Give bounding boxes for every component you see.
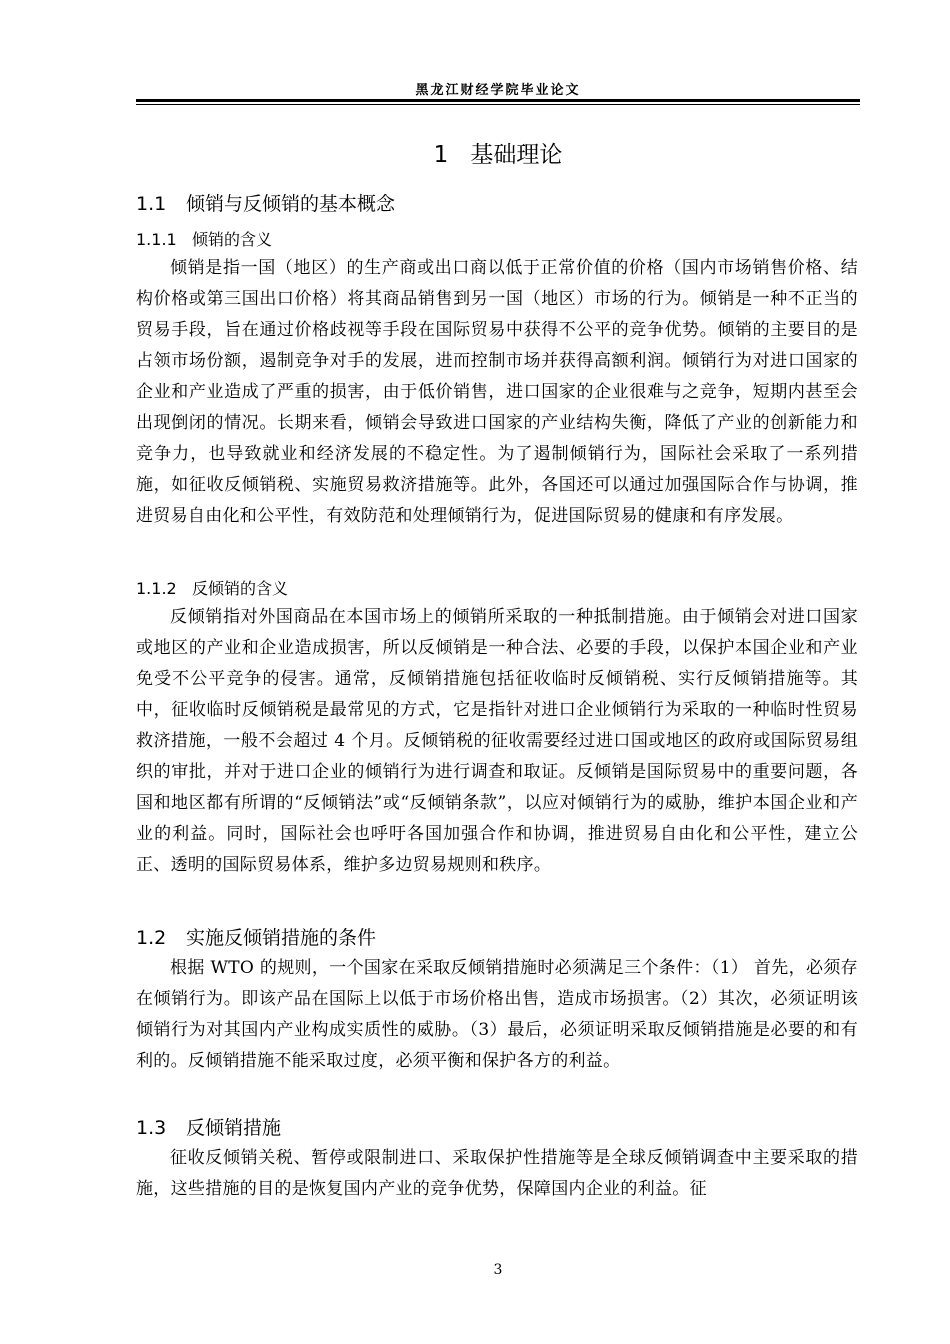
header-rule-thin bbox=[136, 104, 860, 105]
section-number: 1.3 bbox=[136, 1117, 167, 1139]
section-title: 反倾销措施 bbox=[186, 1117, 282, 1139]
section-title: 倾销与反倾销的基本概念 bbox=[186, 193, 396, 215]
paragraph-conditions: 根据 WTO 的规则，一个国家在采取反倾销措施时必须满足三个条件：（1） 首先，必须存在倾销行为。即该产品在国际上以低于市场价格出售，造成市场损害。（2）其次，必须证明该倾销行为对其国内产业构成实质性的威胁。（3）最后，必须证明采取反倾销措施是必要的和有利的。反倾销措施不能采取过度，必须平衡和保护各方的利益。 bbox=[136, 958, 858, 1071]
page-number: 3 bbox=[493, 1262, 503, 1278]
section-number: 1.2 bbox=[136, 927, 167, 949]
header-rule bbox=[136, 99, 860, 102]
section-heading-1-1 bbox=[136, 189, 860, 216]
subsection-heading-1-1-2 bbox=[136, 576, 860, 599]
chapter-title-text: 基础理论 bbox=[470, 142, 563, 168]
running-header: 黑龙江财经学院毕业论文 bbox=[415, 83, 581, 98]
chapter-number: 1 bbox=[433, 142, 449, 168]
paragraph-antidumping-definition: 反倾销指对外国商品在本国市场上的倾销所采取的一种抵制措施。由于倾销会对进口国家或地区的产业和企业造成损害，所以反倾销是一种合法、必要的手段，以保护本国企业和产业免受不公平竞争的侵害。通常，反倾销措施包括征收临时反倾销税、实行反倾销措施等。其中，征收临时反倾销税是最常见的方式，它是指针对进口企业倾销行为采取的一种临时性贸易救济措施，一般不会超过 4 个月。反倾销税的征收需要经过进口国或地区的政府或国际贸易组织的审批，并对于进口企业的倾销行为进行调查和取证。反倾销是国际贸易中的重要问题，各国和地区都有所谓的“反倾销法”或“反倾销条款”，以应对倾销行为的威胁，维护本国企业和产业的利益。同时，国际社会也呼吁各国加强合作和协调，推进贸易自由化和公平性，建立公正、透明的国际贸易体系，维护多边贸易规则和秩序。 bbox=[136, 607, 858, 875]
section-heading-1-3 bbox=[136, 1113, 860, 1140]
subsection-number: 1.1.1 bbox=[136, 230, 177, 249]
subsection-title: 倾销的含义 bbox=[192, 230, 273, 249]
paragraph-dumping-definition: 倾销是指一国（地区）的生产商或出口商以低于正常价值的价格（国内市场销售价格、结构价格或第三国出口价格）将其商品销售到另一国（地区）市场的行为。倾销是一种不正当的贸易手段，旨在通过价格歧视等手段在国际贸易中获得不公平的竞争优势。倾销的主要目的是占领市场份额，遏制竞争对手的发展，进而控制市场并获得高额利润。倾销行为对进口国家的企业和产业造成了严重的损害，由于低价销售，进口国家的企业很难与之竞争，短期内甚至会出现倒闭的情况。长期来看，倾销会导致进口国家的产业结构失衡，降低了产业的创新能力和竞争力，也导致就业和经济发展的不稳定性。为了遏制倾销行为，国际社会采取了一系列措施，如征收反倾销税、实施贸易救济措施等。此外，各国还可以通过加强国际合作与协调，推进贸易自由化和公平性，有效防范和处理倾销行为，促进国际贸易的健康和有序发展。 bbox=[136, 258, 858, 526]
paragraph-measures: 征收反倾销关税、暂停或限制进口、采取保护性措施等是全球反倾销调查中主要采取的措施，这些措施的目的是恢复国内产业的竞争优势，保障国内企业的利益。征 bbox=[136, 1148, 858, 1199]
subsection-title: 反倾销的含义 bbox=[192, 579, 289, 598]
section-heading-1-2 bbox=[136, 923, 860, 950]
section-number: 1.1 bbox=[136, 193, 167, 215]
subsection-heading-1-1-1 bbox=[136, 227, 860, 250]
chapter-title bbox=[136, 136, 860, 169]
subsection-number: 1.1.2 bbox=[136, 579, 177, 598]
section-title: 实施反倾销措施的条件 bbox=[186, 927, 377, 949]
